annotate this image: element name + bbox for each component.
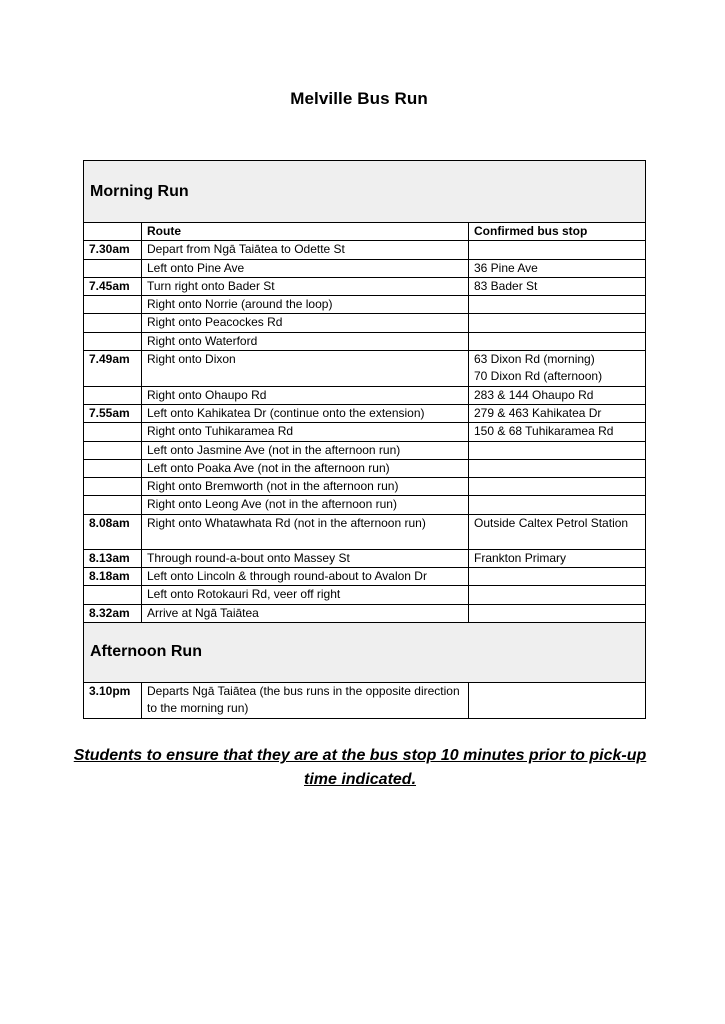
bus-stop-cell: 150 & 68 Tuhikaramea Rd xyxy=(469,423,646,441)
bus-stop-cell xyxy=(469,314,646,332)
page-title: Melville Bus Run xyxy=(290,89,428,108)
bus-stop-cell: 83 Bader St xyxy=(469,277,646,295)
time-cell xyxy=(84,459,142,477)
bus-stop-cell xyxy=(469,332,646,350)
route-cell: Left onto Kahikatea Dr (continue onto the extension) xyxy=(142,404,469,422)
bus-stop-cell: 283 & 144 Ohaupo Rd xyxy=(469,386,646,404)
route-cell: Left onto Rotokauri Rd, veer off right xyxy=(142,586,469,604)
route-cell: Right onto Whatawhata Rd (not in the afternoon run) xyxy=(142,514,469,549)
table-row xyxy=(84,259,646,277)
bus-stop-cell xyxy=(469,478,646,496)
table-row xyxy=(84,351,646,387)
time-cell xyxy=(84,332,142,350)
time-cell: 7.49am xyxy=(84,351,142,387)
route-cell: Left onto Lincoln & through round-about to Avalon Dr xyxy=(142,568,469,586)
route-cell: Right onto Leong Ave (not in the afternoon run) xyxy=(142,496,469,514)
table-row xyxy=(84,386,646,404)
time-column-header xyxy=(84,223,142,241)
bus-run-table xyxy=(83,160,646,719)
route-cell: Depart from Ngā Taiātea to Odette St xyxy=(142,241,469,259)
bus-stop-cell xyxy=(469,441,646,459)
table-row xyxy=(84,404,646,422)
route-cell: Right onto Waterford xyxy=(142,332,469,350)
table-row xyxy=(84,568,646,586)
bus-stop-cell: 63 Dixon Rd (morning) 70 Dixon Rd (afternoon) xyxy=(469,351,646,387)
route-cell: Right onto Norrie (around the loop) xyxy=(142,296,469,314)
morning-run-heading: Morning Run xyxy=(84,161,646,223)
afternoon-run-heading: Afternoon Run xyxy=(84,622,646,682)
bus-stop-cell xyxy=(469,682,646,718)
route-cell: Right onto Ohaupo Rd xyxy=(142,386,469,404)
table-row xyxy=(84,423,646,441)
pickup-notice: Students to ensure that they are at the bus stop 10 minutes prior to pick-up time indicated. xyxy=(73,747,647,788)
time-cell: 3.10pm xyxy=(84,682,142,718)
bus-stop-cell xyxy=(469,568,646,586)
table-row xyxy=(84,441,646,459)
time-cell: 8.32am xyxy=(84,604,142,622)
bus-stop-cell xyxy=(469,459,646,477)
bus-stop-cell: Outside Caltex Petrol Station xyxy=(469,514,646,549)
bus-stop-cell xyxy=(469,586,646,604)
time-cell: 8.18am xyxy=(84,568,142,586)
afternoon-run-section xyxy=(84,622,646,682)
bus-stop-cell: 36 Pine Ave xyxy=(469,259,646,277)
table-row xyxy=(84,586,646,604)
table-row xyxy=(84,682,646,718)
time-cell xyxy=(84,296,142,314)
route-cell: Right onto Bremworth (not in the afternoon run) xyxy=(142,478,469,496)
bus-stop-cell xyxy=(469,296,646,314)
time-cell: 8.08am xyxy=(84,514,142,549)
bus-stop-cell xyxy=(469,496,646,514)
time-cell xyxy=(84,586,142,604)
table-row xyxy=(84,241,646,259)
route-cell: Left onto Jasmine Ave (not in the afternoon run) xyxy=(142,441,469,459)
time-cell xyxy=(84,259,142,277)
time-cell: 7.30am xyxy=(84,241,142,259)
bus-stop-cell: Frankton Primary xyxy=(469,549,646,567)
route-cell: Turn right onto Bader St xyxy=(142,277,469,295)
time-cell xyxy=(84,496,142,514)
time-cell xyxy=(84,478,142,496)
bus-stop-column-header: Confirmed bus stop xyxy=(469,223,646,241)
time-cell xyxy=(84,441,142,459)
route-cell: Arrive at Ngā Taiātea xyxy=(142,604,469,622)
bus-stop-cell xyxy=(469,604,646,622)
route-cell: Right onto Tuhikaramea Rd xyxy=(142,423,469,441)
route-cell: Through round-a-bout onto Massey St xyxy=(142,549,469,567)
route-cell: Left onto Pine Ave xyxy=(142,259,469,277)
table-row xyxy=(84,332,646,350)
route-cell: Departs Ngā Taiātea (the bus runs in the opposite direction to the morning run) xyxy=(142,682,469,718)
route-column-header: Route xyxy=(142,223,469,241)
route-cell: Right onto Dixon xyxy=(142,351,469,387)
time-cell: 8.13am xyxy=(84,549,142,567)
bus-stop-cell xyxy=(469,241,646,259)
time-cell: 7.45am xyxy=(84,277,142,295)
time-cell xyxy=(84,314,142,332)
table-row xyxy=(84,459,646,477)
morning-run-section xyxy=(84,161,646,223)
route-cell: Right onto Peacockes Rd xyxy=(142,314,469,332)
time-cell xyxy=(84,423,142,441)
bus-stop-cell: 279 & 463 Kahikatea Dr xyxy=(469,404,646,422)
table-row xyxy=(84,478,646,496)
table-header-row xyxy=(84,223,646,241)
route-cell: Left onto Poaka Ave (not in the afternoon run) xyxy=(142,459,469,477)
table-row xyxy=(84,604,646,622)
table-row xyxy=(84,277,646,295)
table-row xyxy=(84,514,646,549)
time-cell: 7.55am xyxy=(84,404,142,422)
table-row xyxy=(84,549,646,567)
time-cell xyxy=(84,386,142,404)
table-row xyxy=(84,496,646,514)
table-row xyxy=(84,314,646,332)
table-row xyxy=(84,296,646,314)
